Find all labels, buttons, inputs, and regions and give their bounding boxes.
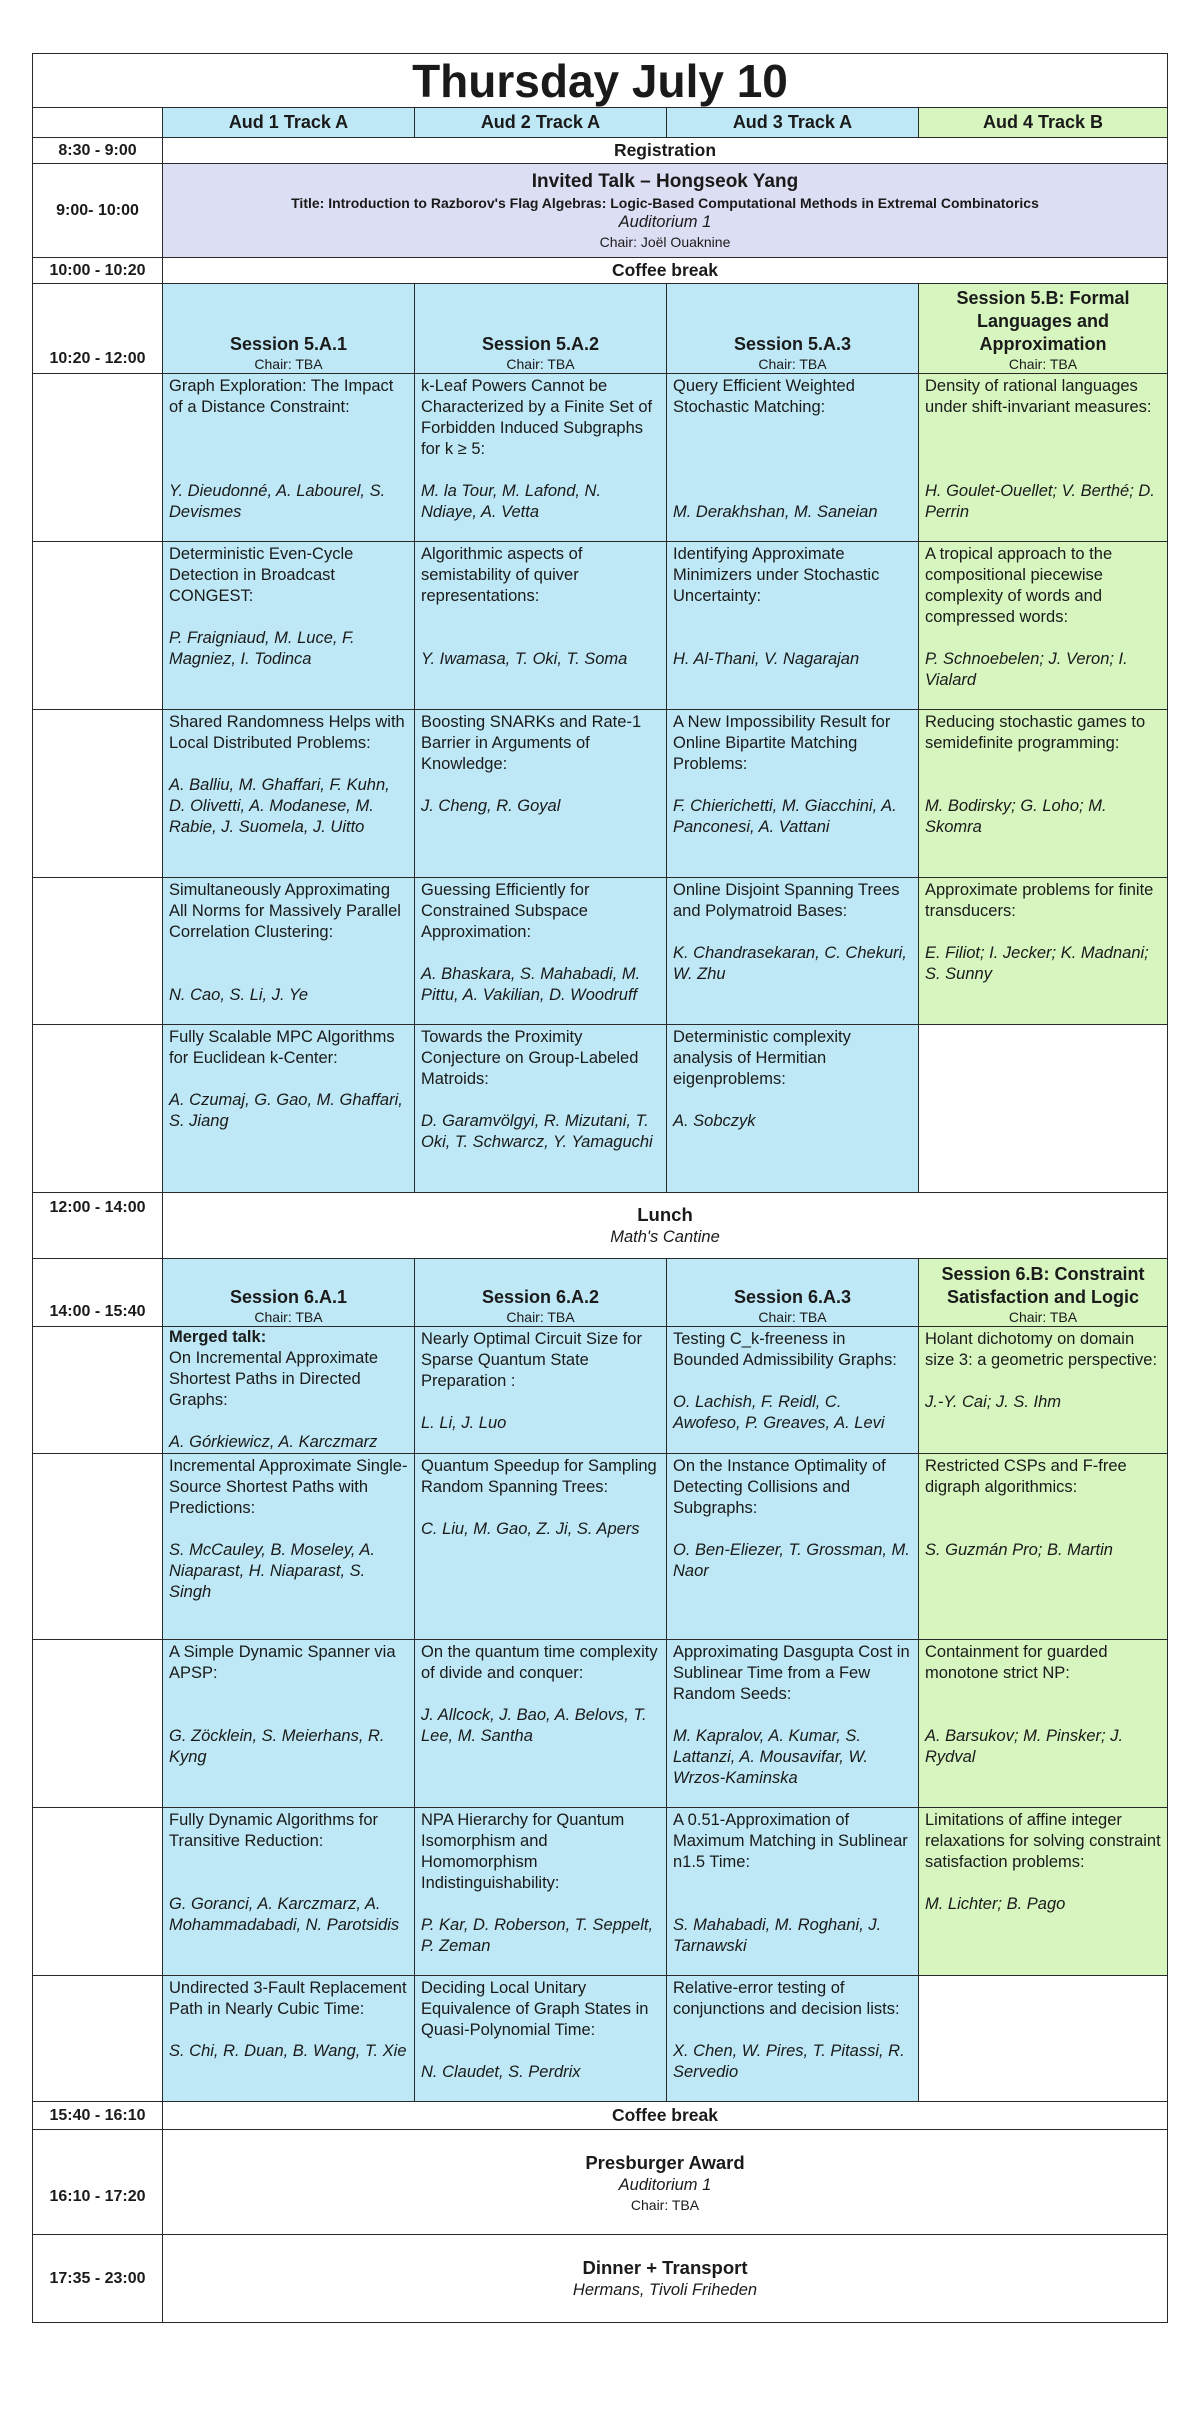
award-label: Presburger Award — [585, 2151, 745, 2173]
registration-label: Registration — [163, 138, 1168, 164]
talk-cell-merged — [163, 1454, 415, 1640]
talk-cell — [415, 710, 667, 878]
track-header-aud2: Aud 2 Track A — [415, 108, 667, 138]
time-block-1: 10:20 - 12:00 — [33, 284, 163, 374]
merged-talk-label: Merged talk: — [169, 1328, 267, 1346]
talk-authors: M. Kapralov, A. Kumar, S. Lattanzi, A. Mousavifar, W. Wrzos-Kaminska — [673, 1727, 869, 1787]
talk-authors: P. Schnoebelen; J. Veron; I. Vialard — [925, 650, 1128, 689]
talk-authors: O. Ben-Eliezer, T. Grossman, M. Naor — [673, 1541, 910, 1580]
talk-cell — [415, 878, 667, 1025]
talk-cell — [163, 542, 415, 710]
talk-title: Towards the Proximity Conjecture on Group-Labeled Matroids: — [421, 1028, 639, 1088]
dinner-place: Hermans, Tivoli Friheden — [572, 2281, 758, 2299]
talk-title: Query Efficient Weighted Stochastic Matching: — [673, 377, 855, 416]
talk-cell — [415, 1640, 667, 1808]
talk-title: Shared Randomness Helps with Local Distributed Problems: — [169, 713, 405, 752]
talk-authors: L. Li, J. Luo — [421, 1414, 507, 1432]
talk-title: Restricted CSPs and F-free digraph algorithmics: — [925, 1457, 1127, 1496]
lunch-place: Math's Cantine — [610, 1228, 720, 1246]
talk-authors: O. Lachish, F. Reidl, C. Awofeso, P. Greaves, A. Levi — [673, 1393, 885, 1432]
talk-title: Holant dichotomy on domain size 3: a geometric perspective: — [925, 1330, 1158, 1369]
award-chair: Chair: TBA — [630, 2196, 700, 2213]
talk-title: Fully Scalable MPC Algorithms for Euclidean k-Center: — [169, 1028, 395, 1067]
talk-title: Graph Exploration: The Impact of a Distance Constraint: — [169, 377, 394, 416]
talk-title: On the Instance Optimality of Detecting Collisions and Subgraphs: — [673, 1457, 886, 1517]
talk-title: Approximating Dasgupta Cost in Sublinear Time from a Few Random Seeds: — [673, 1643, 910, 1703]
talk-authors: D. Garamvölgyi, R. Mizutani, T. Oki, T. Schwarcz, Y. Yamaguchi — [421, 1112, 653, 1151]
time-invited-talk: 9:00- 10:00 — [33, 164, 163, 258]
talk-authors: S. McCauley, B. Moseley, A. Niaparast, H. Niaparast, S. Singh — [169, 1541, 376, 1601]
session-name: Session 5.A.2 — [481, 334, 600, 354]
talk-authors: X. Chen, W. Pires, T. Pitassi, R. Servedio — [673, 2042, 905, 2081]
invited-talk-room: Auditorium 1 — [618, 213, 712, 231]
invited-talk-chair: Chair: Joël Ouaknine — [599, 234, 731, 250]
time-lunch: 12:00 - 14:00 — [33, 1193, 163, 1259]
talk-authors: M. la Tour, M. Lafond, N. Ndiaye, A. Vetta — [421, 482, 602, 521]
talk-cell — [415, 1327, 667, 1454]
talk-cell — [667, 542, 919, 710]
talk-title: Nearly Optimal Circuit Size for Sparse Quantum State Preparation : — [421, 1330, 642, 1390]
session-chair: Chair: TBA — [506, 356, 575, 372]
talk-cell — [163, 1025, 415, 1193]
talk-authors: N. Claudet, S. Perdrix — [421, 2063, 581, 2081]
talk-authors: A. Sobczyk — [673, 1112, 756, 1130]
talk-cell — [667, 374, 919, 542]
talk-title: Identifying Approximate Minimizers under Stochastic Uncertainty: — [673, 545, 880, 605]
award-room: Auditorium 1 — [618, 2175, 712, 2194]
session-name: Session 6.B: Constraint Satisfaction and Logic — [941, 1264, 1145, 1307]
talk-cell — [415, 542, 667, 710]
invited-talk — [163, 164, 1168, 258]
invited-talk-heading: Invited Talk – Hongseok Yang — [531, 171, 799, 192]
session-name: Session 6.A.2 — [481, 1287, 600, 1307]
session-header — [667, 284, 919, 374]
talk-cell — [163, 1808, 415, 1976]
lunch-label: Lunch — [637, 1204, 693, 1225]
talk-cell — [919, 374, 1168, 542]
talk-authors: Y. Dieudonné, A. Labourel, S. Devismes — [169, 482, 386, 521]
time-coffee-break-2: 15:40 - 16:10 — [33, 2102, 163, 2130]
talk-authors: S. Chi, R. Duan, B. Wang, T. Xie — [169, 2042, 407, 2060]
talk-authors: F. Chierichetti, M. Giacchini, A. Panconesi, A. Vattani — [673, 797, 897, 836]
talk-cell — [667, 878, 919, 1025]
talk-authors: A. Górkiewicz, A. Karczmarz — [169, 1433, 378, 1451]
talk-cell — [919, 878, 1168, 1025]
talk-cell — [163, 1976, 415, 2102]
talk-cell — [163, 1640, 415, 1808]
time-registration: 8:30 - 9:00 — [33, 138, 163, 164]
talk-authors: M. Bodirsky; G. Loho; M. Skomra — [925, 797, 1107, 836]
talk-authors: H. Goulet-Ouellet; V. Berthé; D. Perrin — [925, 482, 1155, 521]
talk-cell — [415, 1025, 667, 1193]
empty-slot — [919, 1025, 1168, 1193]
talk-cell — [919, 542, 1168, 710]
talk-authors: P. Fraigniaud, M. Luce, F. Magniez, I. Todinca — [169, 629, 355, 668]
talk-cell — [163, 878, 415, 1025]
talk-cell — [667, 1327, 919, 1454]
dinner — [163, 2235, 1168, 2323]
talk-authors: N. Cao, S. Li, J. Ye — [169, 986, 309, 1004]
talk-authors: M. Derakhshan, M. Saneian — [673, 503, 878, 521]
talk-cell — [919, 1808, 1168, 1976]
talk-authors: E. Filiot; I. Jecker; K. Madnani; S. Sunny — [925, 944, 1149, 983]
talk-title: Fully Dynamic Algorithms for Transitive Reduction: — [169, 1811, 379, 1850]
session-header — [667, 1259, 919, 1327]
talk-authors: S. Guzmán Pro; B. Martin — [925, 1541, 1113, 1559]
talk-title: A Simple Dynamic Spanner via APSP: — [169, 1643, 396, 1682]
invited-talk-title: Title: Introduction to Razborov's Flag Algebras: Logic-Based Computational Methods in Extremal Combinatorics — [291, 195, 1039, 211]
presburger-award — [163, 2130, 1168, 2235]
session-chair: Chair: TBA — [758, 356, 827, 372]
time-award: 16:10 - 17:20 — [33, 2130, 163, 2235]
talk-title: Deterministic complexity analysis of Hermitian eigenproblems: — [673, 1028, 851, 1088]
talk-cell — [163, 710, 415, 878]
talk-authors: A. Bhaskara, S. Mahabadi, M. Pittu, A. Vakilian, D. Woodruff — [421, 965, 641, 1004]
talk-title: Reducing stochastic games to semidefinite programming: — [925, 713, 1146, 752]
talk-cell — [919, 1640, 1168, 1808]
talk-title: Limitations of affine integer relaxations for solving constraint satisfaction problems: — [925, 1811, 1161, 1871]
talk-title: Deterministic Even-Cycle Detection in Broadcast CONGEST: — [169, 545, 354, 605]
talk-title: k-Leaf Powers Cannot be Characterized by a Finite Set of Forbidden Induced Subgraphs for k ≥ 5: — [421, 377, 653, 458]
talk-title: NPA Hierarchy for Quantum Isomorphism and Homomorphism Indistinguishability: — [421, 1811, 625, 1892]
session-name: Session 5.A.1 — [229, 334, 348, 354]
session-name: Session 6.A.1 — [229, 1287, 348, 1307]
talk-authors: J. Cheng, R. Goyal — [421, 797, 561, 815]
track-header-aud3: Aud 3 Track A — [667, 108, 919, 138]
lunch — [163, 1193, 1168, 1259]
talk-cell — [667, 1454, 919, 1640]
dinner-label: Dinner + Transport — [582, 2257, 748, 2278]
talk-title: Deciding Local Unitary Equivalence of Graph States in Quasi-Polynomial Time: — [421, 1979, 649, 2039]
talk-authors: S. Mahabadi, M. Roghani, J. Tarnawski — [673, 1916, 882, 1955]
talk-title: Simultaneously Approximating All Norms for Massively Parallel Correlation Clustering: — [169, 881, 401, 941]
talk-cell — [415, 1976, 667, 2102]
talk-cell — [415, 1454, 667, 1640]
talk-title: Quantum Speedup for Sampling Random Spanning Trees: — [421, 1457, 657, 1496]
talk-title: Boosting SNARKs and Rate-1 Barrier in Arguments of Knowledge: — [421, 713, 642, 773]
coffee-break-1-label: Coffee break — [163, 258, 1168, 284]
page-title: Thursday July 10 — [33, 54, 1168, 108]
session-header — [163, 284, 415, 374]
session-chair: Chair: TBA — [758, 1309, 827, 1325]
talk-cell — [163, 374, 415, 542]
talk-title: Algorithmic aspects of semistability of quiver representations: — [421, 545, 583, 605]
talk-authors: G. Goranci, A. Karczmarz, A. Mohammadabadi, N. Parotsidis — [169, 1895, 400, 1934]
talk-authors: J. Allcock, J. Bao, A. Belovs, T. Lee, M. Santha — [421, 1706, 647, 1745]
time-dinner: 17:35 - 23:00 — [33, 2235, 163, 2323]
track-header-aud4: Aud 4 Track B — [919, 108, 1168, 138]
session-chair: Chair: TBA — [506, 1309, 575, 1325]
talk-title: A 0.51-Approximation of Maximum Matching in Sublinear n1.5 Time: — [673, 1811, 908, 1871]
talk-cell-merged — [163, 1327, 415, 1454]
talk-title: Approximate problems for finite transducers: — [925, 881, 1154, 920]
talk-authors: A. Barsukov; M. Pinsker; J. Rydval — [925, 1727, 1124, 1766]
session-chair: Chair: TBA — [254, 356, 323, 372]
session-header — [163, 1259, 415, 1327]
talk-title: A tropical approach to the compositional piecewise complexity of words and compressed words: — [925, 545, 1113, 626]
talk-authors: H. Al-Thani, V. Nagarajan — [673, 650, 860, 668]
talk-title: On Incremental Approximate Shortest Paths in Directed Graphs: — [169, 1349, 379, 1409]
talk-title: Guessing Efficiently for Constrained Subspace Approximation: — [421, 881, 590, 941]
session-header — [415, 284, 667, 374]
talk-title: On the quantum time complexity of divide and conquer: — [421, 1643, 658, 1682]
session-name: Session 5.A.3 — [733, 334, 852, 354]
talk-title: Relative-error testing of conjunctions and decision lists: — [673, 1979, 900, 2018]
session-header — [919, 1259, 1168, 1327]
talk-title: Containment for guarded monotone strict NP: — [925, 1643, 1108, 1682]
talk-cell — [415, 1808, 667, 1976]
talk-authors: M. Lichter; B. Pago — [925, 1895, 1066, 1913]
talk-cell — [667, 1808, 919, 1976]
talk-cell — [667, 1640, 919, 1808]
talk-title: Online Disjoint Spanning Trees and Polymatroid Bases: — [673, 881, 900, 920]
time-block-2: 14:00 - 15:40 — [33, 1259, 163, 1327]
session-chair: Chair: TBA — [254, 1309, 323, 1325]
talk-authors: Y. Iwamasa, T. Oki, T. Soma — [421, 650, 628, 668]
talk-authors: G. Zöcklein, S. Meierhans, R. Kyng — [169, 1727, 385, 1766]
session-chair: Chair: TBA — [1008, 1309, 1078, 1325]
talk-cell — [919, 1327, 1168, 1454]
talk-authors: A. Balliu, M. Ghaffari, F. Kuhn, D. Olivetti, A. Modanese, M. Rabie, J. Suomela, J. Uitto — [169, 776, 390, 836]
talk-title: Undirected 3-Fault Replacement Path in Nearly Cubic Time: — [169, 1979, 407, 2018]
talk-title: Incremental Approximate Single-Source Shortest Paths with Predictions: — [169, 1457, 408, 1517]
session-header — [415, 1259, 667, 1327]
track-header-aud1: Aud 1 Track A — [163, 108, 415, 138]
session-name: Session 6.A.3 — [733, 1287, 852, 1307]
empty-slot — [919, 1976, 1168, 2102]
talk-title: Testing C_k-freeness in Bounded Admissibility Graphs: — [673, 1330, 897, 1369]
time-coffee-break-1: 10:00 - 10:20 — [33, 258, 163, 284]
talk-cell — [667, 1025, 919, 1193]
talk-title: A New Impossibility Result for Online Bipartite Matching Problems: — [673, 713, 891, 773]
talk-authors: P. Kar, D. Roberson, T. Seppelt, P. Zeman — [421, 1916, 654, 1955]
session-header — [919, 284, 1168, 374]
talk-authors: A. Czumaj, G. Gao, M. Ghaffari, S. Jiang — [169, 1091, 403, 1130]
talk-cell — [415, 374, 667, 542]
talk-authors: K. Chandrasekaran, C. Chekuri, W. Zhu — [673, 944, 907, 983]
talk-cell — [667, 710, 919, 878]
talk-cell — [919, 710, 1168, 878]
talk-authors: J.-Y. Cai; J. S. Ihm — [925, 1393, 1062, 1411]
coffee-break-2-label: Coffee break — [163, 2102, 1168, 2130]
time-header-empty — [33, 108, 163, 138]
talk-cell — [667, 1976, 919, 2102]
talk-title: Density of rational languages under shift-invariant measures: — [925, 377, 1152, 416]
talk-authors: C. Liu, M. Gao, Z. Ji, S. Apers — [421, 1520, 640, 1538]
schedule-table — [32, 53, 1168, 2323]
talk-cell — [919, 1454, 1168, 1640]
session-chair: Chair: TBA — [1008, 356, 1078, 372]
session-name: Session 5.B: Formal Languages and Approximation — [956, 288, 1130, 354]
